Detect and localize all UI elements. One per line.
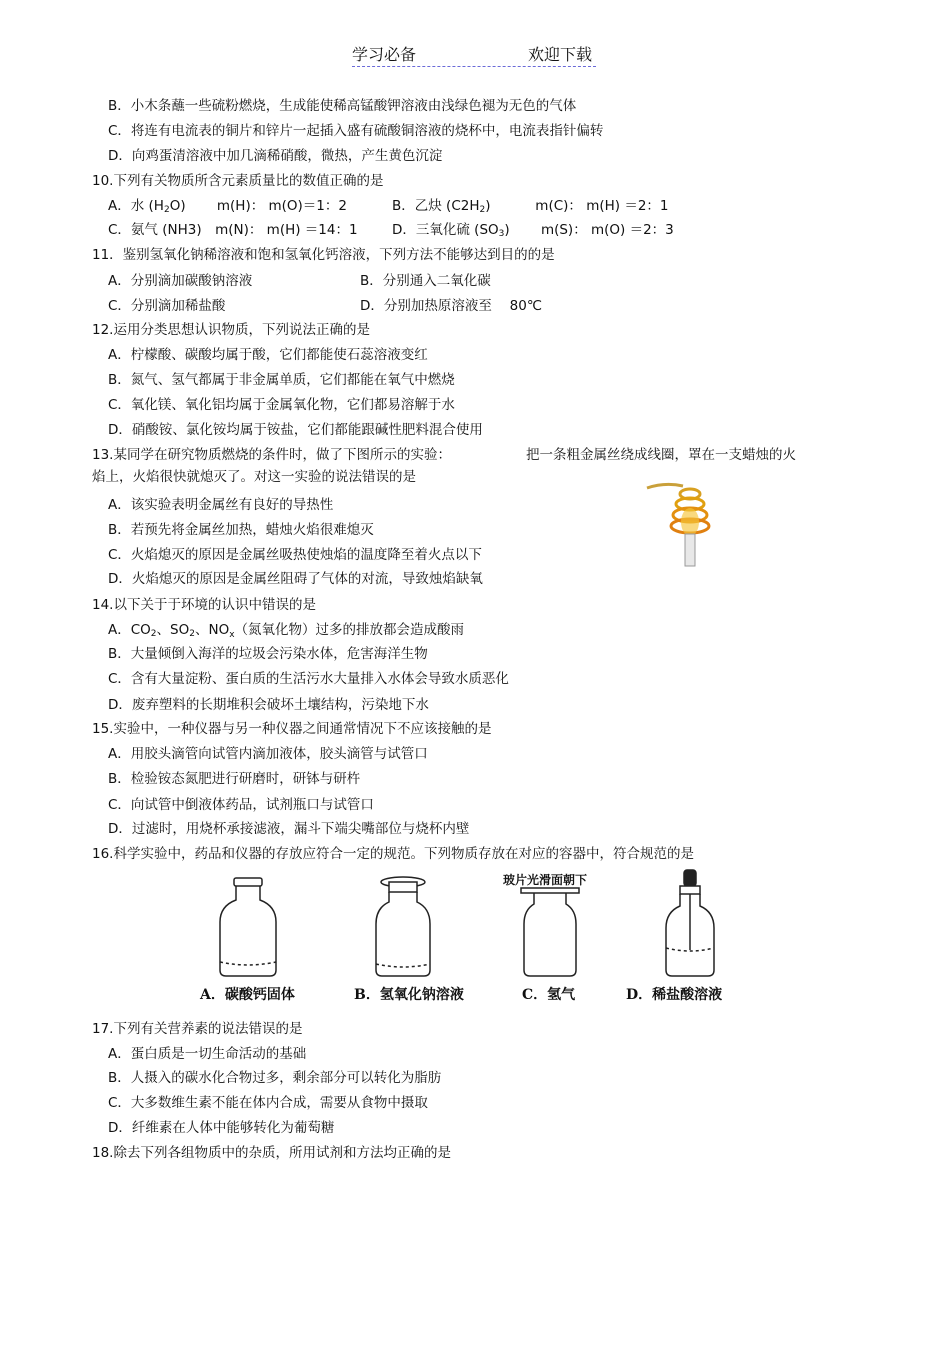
q12-option-c: C．氧化镁、氧化铝均属于金属氧化物，它们都易溶解于水 (108, 397, 455, 413)
q10-option-d: D．三氧化硫 $(SO_3)$ m(S)： m(O) ＝2：3 (392, 222, 674, 239)
q16-plate-note: 玻片光滑面朝下 (503, 873, 588, 887)
q17-option-b: B．人摄入的碳水化合物过多，剩余部分可以转化为脂肪 (108, 1070, 442, 1086)
q11-option-c: C．分别滴加稀盐酸 (108, 298, 226, 314)
header-left-text: 学习必备 (352, 45, 417, 64)
q13-option-a: A．该实验表明金属丝有良好的导热性 (108, 497, 334, 513)
q12-option-a: A．柠檬酸、碳酸均属于酸，它们都能使石蕊溶液变红 (108, 347, 428, 363)
q10-option-a: A．水 $(H_2O)$ m(H)： m(O)＝1：2 (108, 198, 347, 215)
q15-option-c: C．向试管中倒液体药品，试剂瓶口与试管口 (108, 797, 374, 813)
q13-option-b: B．若预先将金属丝加热，蜡烛火焰很难熄灭 (108, 522, 374, 538)
q13-option-c: C．火焰熄灭的原因是金属丝吸热使烛焰的温度降至着火点以下 (108, 547, 482, 563)
q9-option-d: D．向鸡蛋清溶液中加几滴稀硝酸，微热，产生黄色沉淀 (108, 148, 443, 164)
q17-option-c: C．大多数维生素不能在体内合成，需要从食物中摄取 (108, 1095, 428, 1111)
q13-stem-line1b: 把一条粗金属丝绕成线圈，罩在一支蜡烛的火 (526, 447, 796, 463)
q10-option-b: B．乙炔 $(C2H_2)$ m(C)： m(H) ＝2：1 (392, 198, 669, 215)
q14-option-b: B．大量倾倒入海洋的垃圾会污染水体，危害海洋生物 (108, 646, 428, 662)
q18-stem: 18.除去下列各组物质中的杂质，所用试剂和方法均正确的是 (92, 1145, 451, 1161)
q10-option-c: C．氨气 (NH3) m(N)： m(H) ＝14：1 (108, 222, 358, 238)
q15-stem: 15.实验中，一种仪器与另一种仪器之间通常情况下不应该接触的是 (92, 721, 492, 737)
q9-option-c: C．将连有电流表的铜片和锌片一起插入盛有硫酸铜溶液的烧杯中，电流表指针偏转 (108, 123, 604, 139)
q17-option-d: D．纤维素在人体中能够转化为葡萄糖 (108, 1120, 335, 1136)
q11-option-a: A．分别滴加碳酸钠溶液 (108, 273, 253, 289)
q13-stem-line2: 焰上，火焰很快就熄灭了。对这一实验的说法错误的是 (92, 469, 416, 485)
q13-stem-line1a: 13.某同学在研究物质燃烧的条件时，做了下图所示的实验： (92, 447, 451, 463)
q12-option-d: D．硝酸铵、氯化铵均属于铵盐，它们都能跟碱性肥料混合使用 (108, 422, 483, 438)
q16-label-a: A．碳酸钙固体 (200, 987, 295, 1003)
q16-stem: 16.科学实验中，药品和仪器的存放应符合一定的规范。下列物质存放在对应的容器中，符合规范的是 (92, 846, 694, 862)
q14-option-c: C．含有大量淀粉、蛋白质的生活污水大量排入水体会导致水质恶化 (108, 671, 509, 687)
q11-option-b: B．分别通入二氧化碳 (360, 273, 491, 289)
q17-option-a: A．蛋白质是一切生命活动的基础 (108, 1046, 307, 1062)
page-header (352, 40, 596, 67)
q13-option-d: D．火焰熄灭的原因是金属丝阻碍了气体的对流，导致烛焰缺氧 (108, 571, 483, 587)
q10-stem: 10.下列有关物质所含元素质量比的数值正确的是 (92, 173, 384, 189)
q9-option-b: B．小木条蘸一些硫粉燃烧，生成能使稀高锰酸钾溶液由浅绿色褪为无色的气体 (108, 98, 577, 114)
q12-option-b: B．氮气、氢气都属于非金属单质，它们都能在氧气中燃烧 (108, 372, 455, 388)
q17-stem: 17.下列有关营养素的说法错误的是 (92, 1021, 303, 1037)
q16-label-d: D．稀盐酸溶液 (626, 987, 723, 1003)
q16-label-c: C．氢气 (522, 987, 576, 1003)
q12-stem: 12.运用分类思想认识物质，下列说法正确的是 (92, 322, 370, 338)
q15-option-a: A．用胶头滴管向试管内滴加液体，胶头滴管与试管口 (108, 746, 428, 762)
q15-option-b: B．检验铵态氮肥进行研磨时，研钵与研杵 (108, 771, 361, 787)
q14-stem: 14.以下关于于环境的认识中错误的是 (92, 597, 316, 613)
q14-option-d: D．废弃塑料的长期堆积会破坏土壤结构，污染地下水 (108, 697, 429, 713)
wire-coil-candle-figure (645, 478, 717, 570)
header-right-text: 欢迎下载 (527, 45, 592, 64)
q11-option-d: D．分别加热原溶液至 80℃ (360, 298, 543, 314)
q16-label-b: B．氢氧化钠溶液 (354, 987, 464, 1003)
q11-stem: 11．鉴别氢氧化钠稀溶液和饱和氢氧化钙溶液，下列方法不能够达到目的的是 (92, 247, 555, 263)
q15-option-d: D．过滤时，用烧杯承接滤液，漏斗下端尖嘴部位与烧杯内壁 (108, 821, 470, 837)
q14-option-a: A．$CO_2$、$SO_2$、$NO_x$（氮氧化物）过多的排放都会造成酸雨 (108, 622, 465, 640)
